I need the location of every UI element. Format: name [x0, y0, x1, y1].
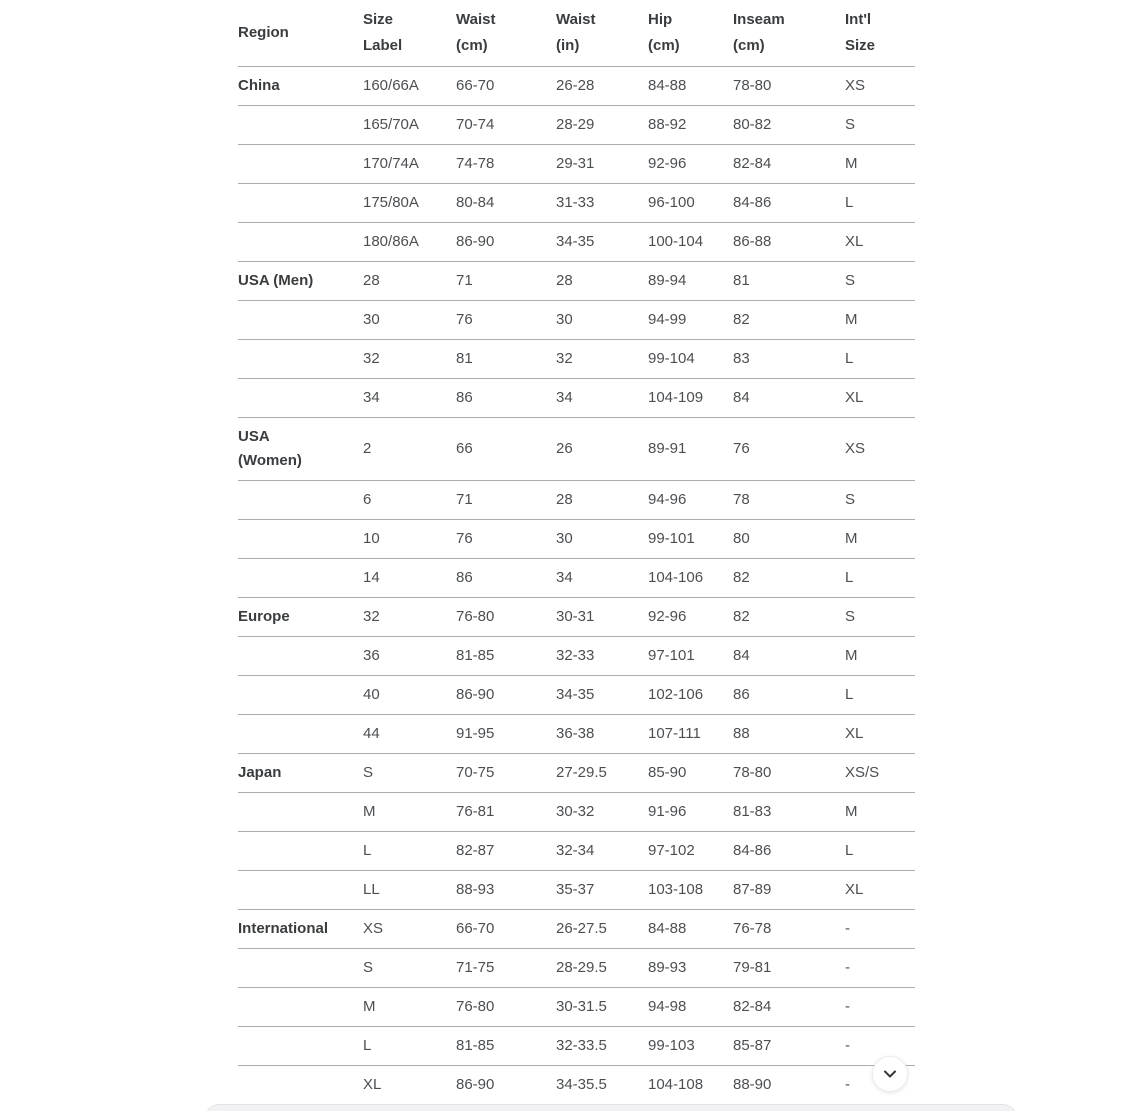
- cell-intl-size: -: [845, 1027, 915, 1066]
- cell-inseam-cm: 78: [733, 481, 845, 520]
- cell-waist-cm: 71-75: [456, 949, 556, 988]
- cell-inseam-cm: 83: [733, 340, 845, 379]
- cell-inseam-cm: 82: [733, 559, 845, 598]
- cell-region: Europe: [238, 598, 363, 637]
- cell-intl-size: S: [845, 262, 915, 301]
- cell-size-label: L: [363, 1027, 456, 1066]
- column-header-label: (cm): [733, 37, 765, 54]
- cell-intl-size: L: [845, 832, 915, 871]
- cell-waist-in: 32-34: [556, 832, 648, 871]
- table-row: [238, 145, 915, 184]
- cell-waist-cm: 86: [456, 379, 556, 418]
- cell-size-label: 40: [363, 676, 456, 715]
- table-body: [238, 67, 915, 1105]
- cell-waist-cm: 86-90: [456, 676, 556, 715]
- cell-waist-in: 31-33: [556, 184, 648, 223]
- cell-region: [238, 481, 363, 520]
- cell-region: [238, 715, 363, 754]
- cell-hip-cm: 103-108: [648, 871, 733, 910]
- column-header-label: (cm): [648, 37, 680, 54]
- cell-waist-in: 28: [556, 262, 648, 301]
- cell-inseam-cm: 81: [733, 262, 845, 301]
- cell-size-label: M: [363, 793, 456, 832]
- cell-hip-cm: 104-106: [648, 559, 733, 598]
- table-header-row: [238, 0, 915, 67]
- cell-hip-cm: 104-109: [648, 379, 733, 418]
- cell-hip-cm: 85-90: [648, 754, 733, 793]
- cell-waist-cm: 76: [456, 301, 556, 340]
- table-row: [238, 418, 915, 481]
- cell-inseam-cm: 88-90: [733, 1066, 845, 1105]
- cell-hip-cm: 99-101: [648, 520, 733, 559]
- cell-waist-in: 30: [556, 520, 648, 559]
- cell-size-label: L: [363, 832, 456, 871]
- cell-intl-size: L: [845, 676, 915, 715]
- cell-inseam-cm: 78-80: [733, 67, 845, 106]
- cell-inseam-cm: 85-87: [733, 1027, 845, 1066]
- column-header-label: Waist: [556, 11, 596, 28]
- table-row: [238, 520, 915, 559]
- cell-size-label: LL: [363, 871, 456, 910]
- cell-waist-in: 35-37: [556, 871, 648, 910]
- column-header-label: Region: [238, 24, 289, 41]
- cell-hip-cm: 97-101: [648, 637, 733, 676]
- column-header-label: Label: [363, 37, 403, 54]
- cell-hip-cm: 89-93: [648, 949, 733, 988]
- table-row: [238, 301, 915, 340]
- cell-region: [238, 793, 363, 832]
- cell-waist-in: 36-38: [556, 715, 648, 754]
- cell-inseam-cm: 78-80: [733, 754, 845, 793]
- cell-intl-size: XS: [845, 67, 915, 106]
- cell-waist-cm: 66: [456, 418, 556, 481]
- cell-intl-size: L: [845, 559, 915, 598]
- table-row: [238, 223, 915, 262]
- cell-waist-cm: 86-90: [456, 1066, 556, 1105]
- cell-inseam-cm: 76: [733, 418, 845, 481]
- table-row: [238, 910, 915, 949]
- table-row: [238, 67, 915, 106]
- column-header-label: Inseam: [733, 11, 785, 28]
- cell-hip-cm: 84-88: [648, 910, 733, 949]
- table-row: [238, 1066, 915, 1105]
- cell-waist-in: 29-31: [556, 145, 648, 184]
- cell-size-label: 180/86A: [363, 223, 456, 262]
- cell-waist-cm: 76-80: [456, 598, 556, 637]
- cell-region: [238, 520, 363, 559]
- cell-size-label: M: [363, 988, 456, 1027]
- cell-size-label: 165/70A: [363, 106, 456, 145]
- cell-region: [238, 145, 363, 184]
- cell-waist-cm: 66-70: [456, 67, 556, 106]
- table-row: [238, 340, 915, 379]
- cell-size-label: 170/74A: [363, 145, 456, 184]
- cell-waist-cm: 91-95: [456, 715, 556, 754]
- cell-region: Japan: [238, 754, 363, 793]
- column-header-inseam-cm: [733, 0, 845, 67]
- cell-intl-size: L: [845, 184, 915, 223]
- cell-hip-cm: 91-96: [648, 793, 733, 832]
- cell-waist-in: 34: [556, 559, 648, 598]
- cell-size-label: 6: [363, 481, 456, 520]
- cell-hip-cm: 96-100: [648, 184, 733, 223]
- cell-waist-cm: 81: [456, 340, 556, 379]
- cell-region: [238, 637, 363, 676]
- cell-size-label: 34: [363, 379, 456, 418]
- cell-inseam-cm: 84-86: [733, 184, 845, 223]
- cell-intl-size: L: [845, 340, 915, 379]
- table-row: [238, 715, 915, 754]
- cell-size-label: XS: [363, 910, 456, 949]
- cell-hip-cm: 92-96: [648, 145, 733, 184]
- cell-waist-in: 30: [556, 301, 648, 340]
- expand-button[interactable]: [872, 1056, 908, 1092]
- cell-region: [238, 871, 363, 910]
- table-row: [238, 262, 915, 301]
- cell-waist-cm: 76-81: [456, 793, 556, 832]
- cell-region: [238, 1066, 363, 1105]
- cell-region: [238, 106, 363, 145]
- cell-waist-cm: 71: [456, 481, 556, 520]
- cell-inseam-cm: 88: [733, 715, 845, 754]
- cell-region: [238, 676, 363, 715]
- cell-region: USA (Women): [238, 418, 363, 481]
- cell-region: China: [238, 67, 363, 106]
- cell-waist-cm: 76-80: [456, 988, 556, 1027]
- cell-size-label: 10: [363, 520, 456, 559]
- bottom-panel-edge: [205, 1104, 1017, 1111]
- cell-region: International: [238, 910, 363, 949]
- column-header-hip-cm: [648, 0, 733, 67]
- cell-inseam-cm: 82-84: [733, 988, 845, 1027]
- cell-waist-in: 32-33: [556, 637, 648, 676]
- chevron-down-icon: [882, 1066, 898, 1082]
- cell-intl-size: M: [845, 637, 915, 676]
- column-header-region: [238, 0, 363, 67]
- cell-intl-size: XS: [845, 418, 915, 481]
- cell-region: [238, 379, 363, 418]
- cell-region: [238, 301, 363, 340]
- cell-waist-in: 32: [556, 340, 648, 379]
- cell-waist-cm: 70-75: [456, 754, 556, 793]
- column-header-label: Int'l: [845, 11, 872, 28]
- cell-intl-size: XL: [845, 871, 915, 910]
- column-header-intl-size: [845, 0, 915, 67]
- table-row: [238, 949, 915, 988]
- size-chart-table: [238, 0, 915, 1105]
- column-header-label: Waist: [456, 11, 496, 28]
- cell-intl-size: -: [845, 1066, 915, 1105]
- cell-intl-size: -: [845, 949, 915, 988]
- cell-inseam-cm: 84-86: [733, 832, 845, 871]
- table-row: [238, 559, 915, 598]
- cell-hip-cm: 99-104: [648, 340, 733, 379]
- cell-inseam-cm: 80: [733, 520, 845, 559]
- cell-waist-in: 26: [556, 418, 648, 481]
- cell-waist-cm: 82-87: [456, 832, 556, 871]
- cell-waist-in: 34-35: [556, 676, 648, 715]
- cell-size-label: S: [363, 949, 456, 988]
- table-row: [238, 1027, 915, 1066]
- cell-inseam-cm: 84: [733, 379, 845, 418]
- cell-intl-size: M: [845, 520, 915, 559]
- cell-waist-in: 26-28: [556, 67, 648, 106]
- cell-inseam-cm: 86: [733, 676, 845, 715]
- cell-region: [238, 988, 363, 1027]
- cell-intl-size: M: [845, 145, 915, 184]
- cell-size-label: 160/66A: [363, 67, 456, 106]
- cell-region: [238, 184, 363, 223]
- cell-size-label: 44: [363, 715, 456, 754]
- cell-waist-cm: 81-85: [456, 1027, 556, 1066]
- cell-hip-cm: 89-94: [648, 262, 733, 301]
- cell-region: [238, 1027, 363, 1066]
- cell-waist-cm: 88-93: [456, 871, 556, 910]
- cell-intl-size: XS/S: [845, 754, 915, 793]
- cell-intl-size: M: [845, 301, 915, 340]
- table-row: [238, 598, 915, 637]
- cell-waist-in: 30-31: [556, 598, 648, 637]
- cell-hip-cm: 88-92: [648, 106, 733, 145]
- cell-hip-cm: 89-91: [648, 418, 733, 481]
- cell-hip-cm: 94-98: [648, 988, 733, 1027]
- cell-hip-cm: 94-99: [648, 301, 733, 340]
- cell-size-label: 2: [363, 418, 456, 481]
- cell-size-label: 32: [363, 598, 456, 637]
- column-header-label: Size: [363, 11, 394, 28]
- cell-region: USA (Men): [238, 262, 363, 301]
- table-row: [238, 676, 915, 715]
- cell-waist-in: 26-27.5: [556, 910, 648, 949]
- cell-waist-cm: 76: [456, 520, 556, 559]
- table-row: [238, 754, 915, 793]
- cell-inseam-cm: 84: [733, 637, 845, 676]
- cell-intl-size: M: [845, 793, 915, 832]
- cell-region: [238, 559, 363, 598]
- table-row: [238, 988, 915, 1027]
- cell-size-label: 14: [363, 559, 456, 598]
- column-header-label: Hip: [648, 11, 673, 28]
- cell-hip-cm: 107-111: [648, 715, 733, 754]
- table-row: [238, 184, 915, 223]
- cell-waist-in: 28-29.5: [556, 949, 648, 988]
- cell-intl-size: S: [845, 598, 915, 637]
- cell-intl-size: XL: [845, 223, 915, 262]
- cell-region: [238, 949, 363, 988]
- table-row: [238, 793, 915, 832]
- cell-inseam-cm: 82: [733, 301, 845, 340]
- cell-intl-size: XL: [845, 379, 915, 418]
- table-row: [238, 379, 915, 418]
- cell-intl-size: -: [845, 910, 915, 949]
- cell-inseam-cm: 81-83: [733, 793, 845, 832]
- cell-waist-in: 27-29.5: [556, 754, 648, 793]
- cell-hip-cm: 92-96: [648, 598, 733, 637]
- cell-size-label: 30: [363, 301, 456, 340]
- cell-size-label: S: [363, 754, 456, 793]
- cell-intl-size: XL: [845, 715, 915, 754]
- cell-inseam-cm: 82: [733, 598, 845, 637]
- cell-waist-in: 30-32: [556, 793, 648, 832]
- cell-waist-cm: 66-70: [456, 910, 556, 949]
- cell-waist-in: 30-31.5: [556, 988, 648, 1027]
- column-header-waist-cm: [456, 0, 556, 67]
- cell-intl-size: S: [845, 106, 915, 145]
- table-row: [238, 832, 915, 871]
- cell-inseam-cm: 82-84: [733, 145, 845, 184]
- cell-size-label: 175/80A: [363, 184, 456, 223]
- cell-size-label: 28: [363, 262, 456, 301]
- cell-waist-cm: 71: [456, 262, 556, 301]
- cell-size-label: 32: [363, 340, 456, 379]
- cell-hip-cm: 97-102: [648, 832, 733, 871]
- cell-region: [238, 223, 363, 262]
- cell-inseam-cm: 76-78: [733, 910, 845, 949]
- cell-waist-cm: 80-84: [456, 184, 556, 223]
- cell-hip-cm: 94-96: [648, 481, 733, 520]
- cell-size-label: XL: [363, 1066, 456, 1105]
- cell-inseam-cm: 80-82: [733, 106, 845, 145]
- cell-hip-cm: 100-104: [648, 223, 733, 262]
- cell-inseam-cm: 79-81: [733, 949, 845, 988]
- cell-intl-size: S: [845, 481, 915, 520]
- cell-intl-size: -: [845, 988, 915, 1027]
- cell-waist-in: 32-33.5: [556, 1027, 648, 1066]
- cell-waist-cm: 86-90: [456, 223, 556, 262]
- cell-region: [238, 832, 363, 871]
- column-header-label: Size: [845, 37, 876, 54]
- table-row: [238, 871, 915, 910]
- cell-waist-in: 34-35.5: [556, 1066, 648, 1105]
- cell-region: [238, 340, 363, 379]
- cell-waist-cm: 86: [456, 559, 556, 598]
- column-header-waist-in: [556, 0, 648, 67]
- cell-waist-in: 34-35: [556, 223, 648, 262]
- cell-waist-cm: 81-85: [456, 637, 556, 676]
- cell-hip-cm: 102-106: [648, 676, 733, 715]
- cell-inseam-cm: 87-89: [733, 871, 845, 910]
- column-header-label: (in): [556, 37, 580, 54]
- column-header-size-label: [363, 0, 456, 67]
- cell-inseam-cm: 86-88: [733, 223, 845, 262]
- cell-hip-cm: 84-88: [648, 67, 733, 106]
- cell-size-label: 36: [363, 637, 456, 676]
- cell-waist-in: 34: [556, 379, 648, 418]
- table-row: [238, 481, 915, 520]
- cell-waist-in: 28-29: [556, 106, 648, 145]
- table-row: [238, 106, 915, 145]
- cell-waist-cm: 70-74: [456, 106, 556, 145]
- table-row: [238, 637, 915, 676]
- cell-waist-cm: 74-78: [456, 145, 556, 184]
- cell-hip-cm: 99-103: [648, 1027, 733, 1066]
- cell-hip-cm: 104-108: [648, 1066, 733, 1105]
- column-header-label: (cm): [456, 37, 488, 54]
- cell-waist-in: 28: [556, 481, 648, 520]
